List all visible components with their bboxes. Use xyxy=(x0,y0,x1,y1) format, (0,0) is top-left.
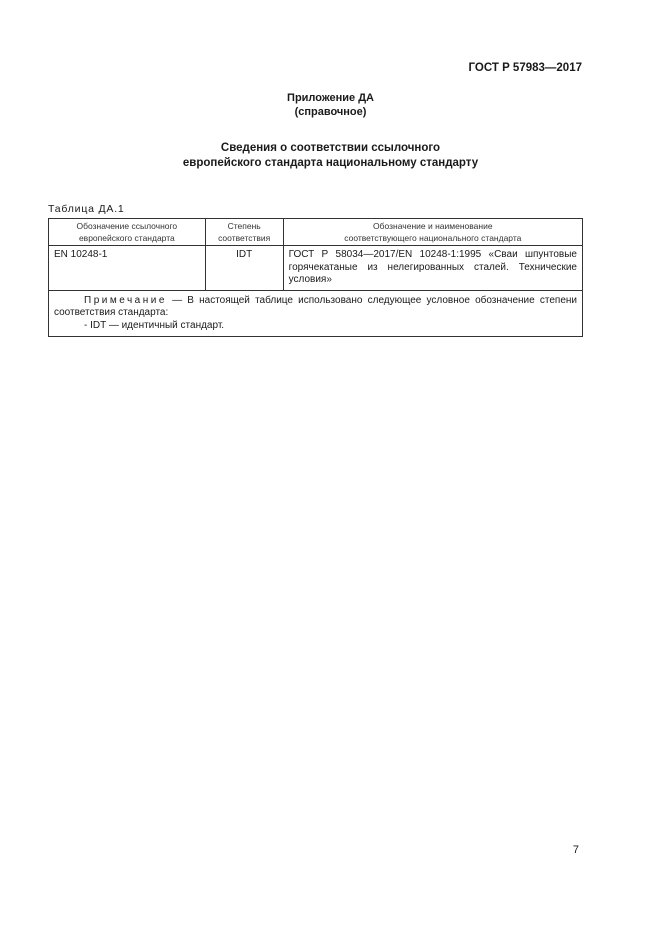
section-title-line-2: европейского стандарта национальному стандарту xyxy=(182,157,479,169)
note-label: Примечание xyxy=(84,294,167,306)
section-title xyxy=(0,141,661,171)
document-code: ГОСТ Р 57983—2017 xyxy=(468,62,582,74)
correspondence-table xyxy=(48,218,583,337)
table-header-row xyxy=(49,219,583,246)
table-caption: Таблица ДА.1 xyxy=(48,203,125,215)
annex-subtitle: (справочное) xyxy=(294,106,367,118)
cell-degree: IDT xyxy=(205,246,283,291)
section-title-line-1: Сведения о соответствии ссылочного xyxy=(220,142,441,154)
page-number: 7 xyxy=(572,844,579,856)
header-cell-national: Обозначение и наименование соответствующего национального стандарта xyxy=(283,219,582,246)
annex-title: Приложение ДА xyxy=(287,92,374,104)
cell-reference-standard: EN 10248-1 xyxy=(49,246,206,291)
cell-national-standard: ГОСТ Р 58034—2017/EN 10248-1:1995 «Сваи шпунтовые горячекатаные из нелегированных сталей. Технические условия» xyxy=(283,246,582,291)
note-item: - IDT — идентичный стандарт. xyxy=(84,319,225,331)
header-cell-degree: Степень соответствия xyxy=(205,219,283,246)
annex-heading xyxy=(0,91,661,119)
table-note-row xyxy=(49,290,583,337)
header-cell-ref: Обозначение ссылочного европейского стандарта xyxy=(49,219,206,246)
note-text: — В настоящей таблице использовано следующее условное обозначение степени соответствия стандарта: xyxy=(54,294,577,318)
table-note xyxy=(49,290,583,337)
table-row xyxy=(49,246,583,291)
